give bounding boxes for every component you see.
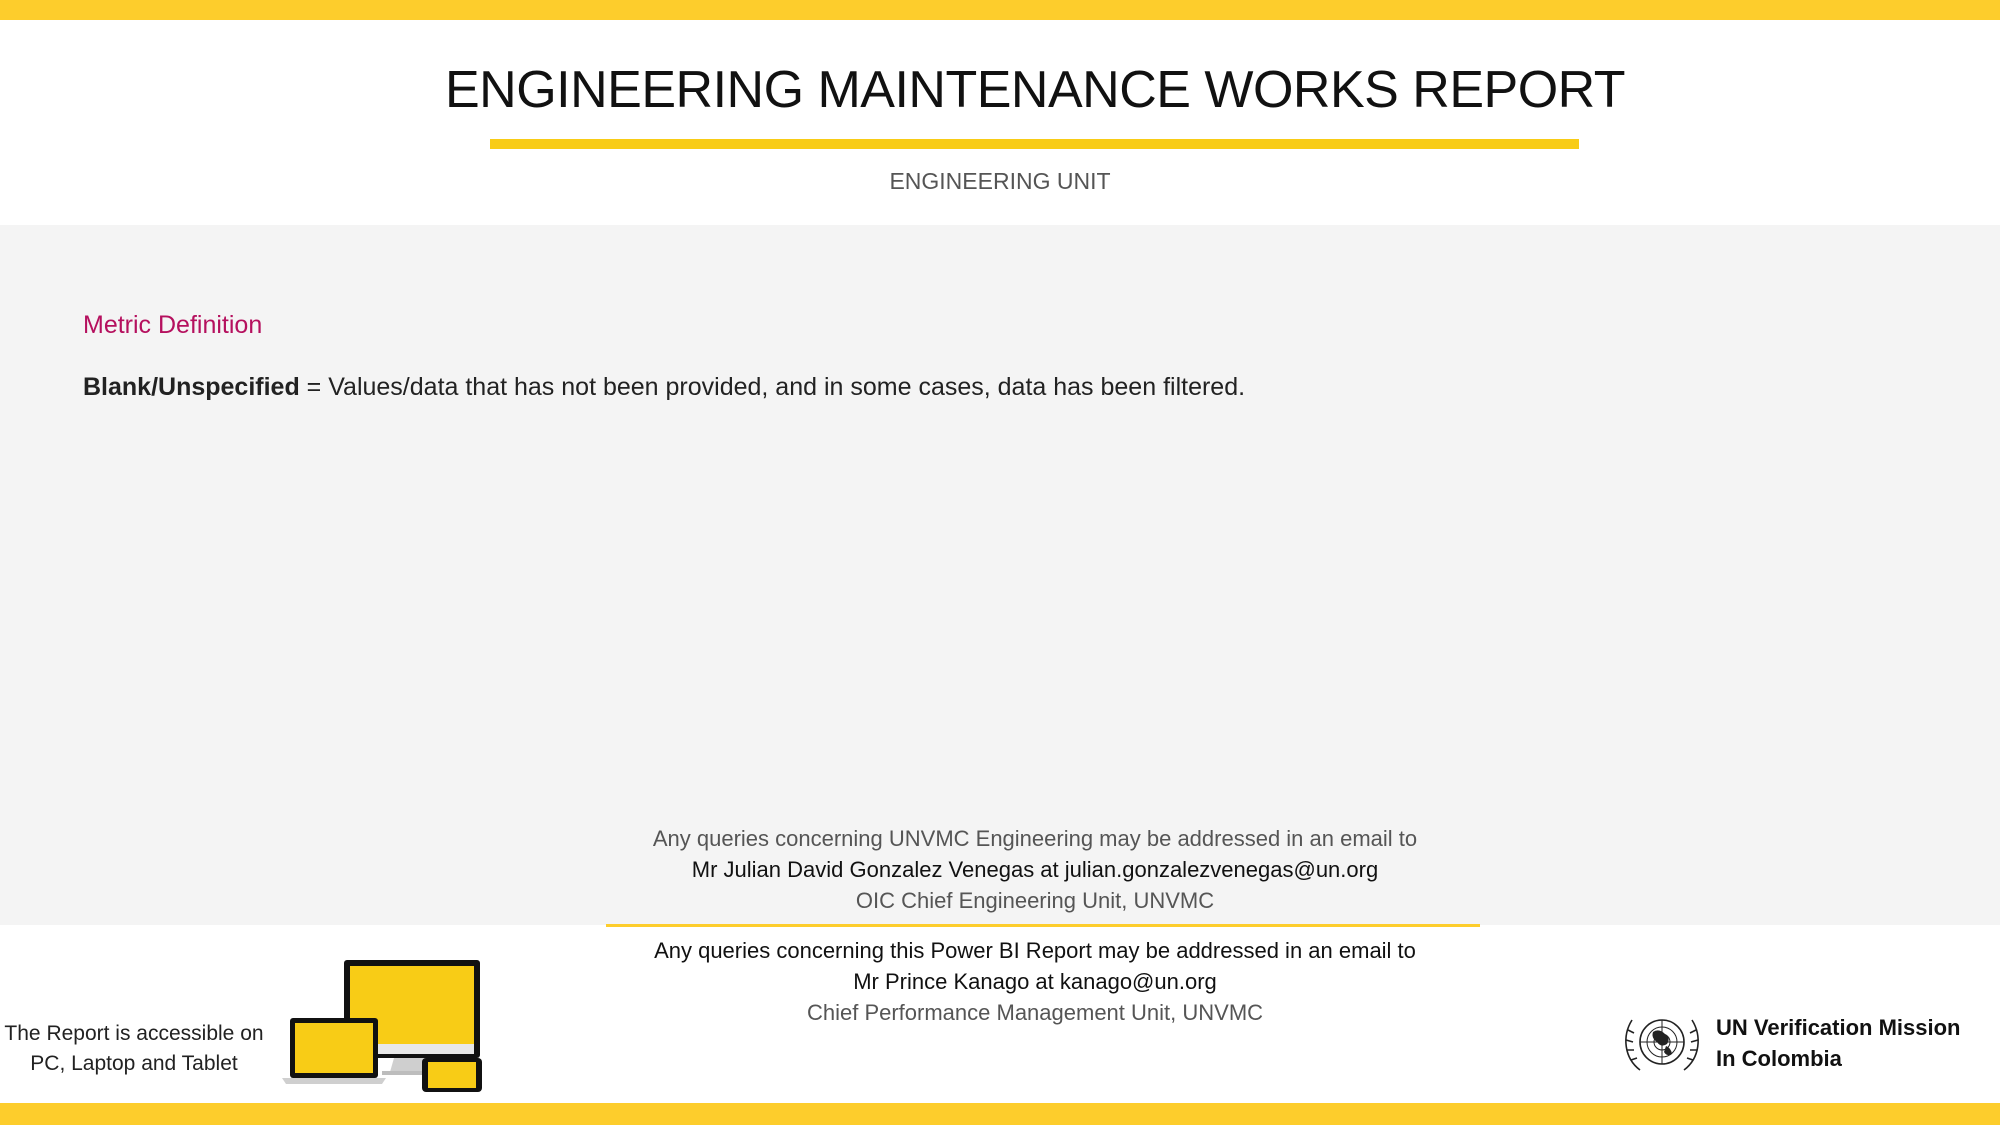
organization-name-line-2: In Colombia <box>1716 1046 1842 1071</box>
engineering-contact <box>500 823 1570 916</box>
organization-name-line-1: UN Verification Mission <box>1716 1015 1961 1040</box>
devices-icon <box>282 958 484 1093</box>
powerbi-contact-role: Chief Performance Management Unit, UNVMC <box>806 1000 1264 1025</box>
metric-definition-heading: Metric Definition <box>83 311 263 339</box>
contact-divider <box>606 924 1480 927</box>
report-title: ENGINEERING MAINTENANCE WORKS REPORT <box>444 61 1626 119</box>
metric-description: = Values/data that has not been provided, and in some cases, data has been filtered. <box>299 373 1246 401</box>
organization-name <box>1716 1012 1961 1074</box>
powerbi-contact-person: Mr Prince Kanago at kanago@un.org <box>853 969 1217 994</box>
metric-term: Blank/Unspecified <box>83 373 300 401</box>
title-underline <box>490 139 1579 149</box>
engineering-contact-role: OIC Chief Engineering Unit, UNVMC <box>855 888 1215 913</box>
engineering-contact-person: Mr Julian David Gonzalez Venegas at julian.gonzalezvenegas@un.org <box>691 857 1379 882</box>
un-emblem-icon <box>1620 1008 1704 1078</box>
metric-definition-text <box>83 373 1245 402</box>
powerbi-contact <box>500 935 1570 1028</box>
accessibility-line-1: The Report is accessible on <box>4 1022 264 1045</box>
engineering-contact-intro: Any queries concerning UNVMC Engineering may be addressed in an email to <box>652 826 1418 851</box>
accessibility-note <box>0 1019 268 1079</box>
bottom-accent-bar <box>0 1103 2000 1125</box>
powerbi-contact-intro: Any queries concerning this Power BI Report may be addressed in an email to <box>654 938 1416 963</box>
top-accent-bar <box>0 0 2000 20</box>
report-subtitle: ENGINEERING UNIT <box>889 168 1111 194</box>
accessibility-line-2: PC, Laptop and Tablet <box>30 1052 238 1075</box>
content-panel <box>0 225 2000 925</box>
